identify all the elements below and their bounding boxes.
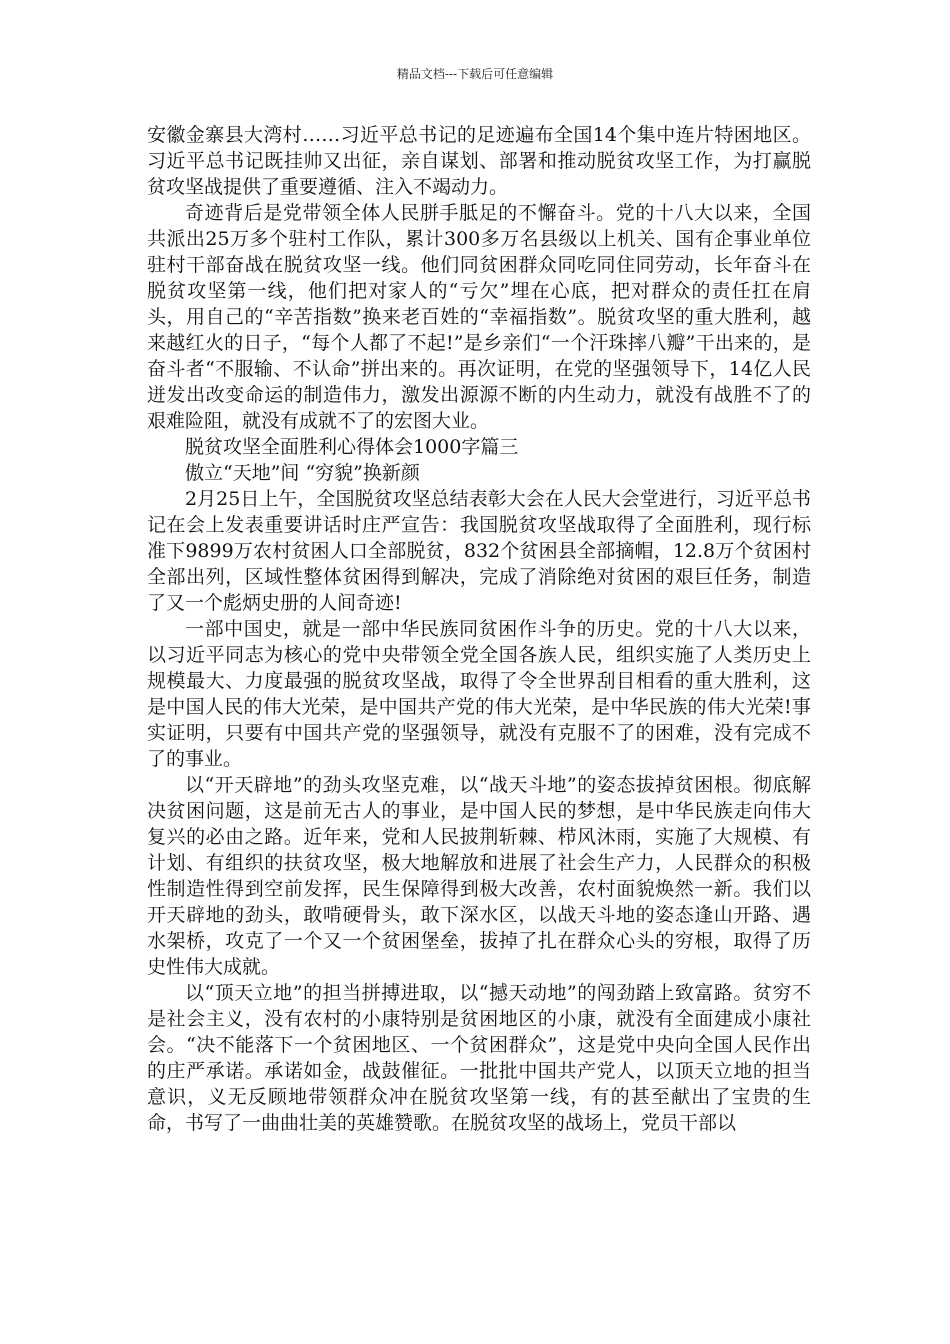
paragraph: 一部中国史，就是一部中华民族同贫困作斗争的历史。党的十八大以来，以习近平同志为核心的党中央带领全党全国各族人民，组织实施了人类历史上规模最大、力度最强的脱贫攻坚战，取得了令全世界刮目相看的重大胜利，这是中国人民的伟大光荣，是中国共产党的伟大光荣，是中华民族的伟大光荣!事实证明，只要有中国共产党的坚强领导，就没有克服不了的困难，没有完成不了的事业。 xyxy=(147,618,811,770)
document-body xyxy=(147,122,811,1136)
paragraph: 以“顶天立地”的担当拼搏进取，以“撼天动地”的闯劲踏上致富路。贫穷不是社会主义，没有农村的小康特别是贫困地区的小康，就没有全面建成小康社会。“决不能落下一个贫困地区、一个贫困群众”，这是党中央向全国人民作出的庄严承诺。承诺如金，战鼓催征。一批批中国共产党人，以顶天立地的担当意识，义无反顾地带领群众冲在脱贫攻坚第一线，有的甚至献出了宝贵的生命，书写了一曲曲壮美的英雄赞歌。在脱贫攻坚的战场上，党员干部以 xyxy=(147,982,811,1134)
paragraph: 安徽金寨县大湾村……习近平总书记的足迹遍布全国14个集中连片特困地区。习近平总书记既挂帅又出征，亲自谋划、部署和推动脱贫攻坚工作，为打赢脱贫攻坚战提供了重要遵循、注入不竭动力。 xyxy=(147,124,811,198)
section-subtitle: 傲立“天地”间 “穷貌”换新颜 xyxy=(185,462,420,484)
paragraph: 以“开天辟地”的劲头攻坚克难，以“战天斗地”的姿态拔掉贫困根。彻底解决贫困问题，这是前无古人的事业，是中国人民的梦想，是中华民族走向伟大复兴的必由之路。近年来，党和人民披荆斩棘、栉风沐雨，实施了大规模、有计划、有组织的扶贫攻坚，极大地解放和进展了社会生产力，人民群众的积极性制造性得到空前发挥，民生保障得到极大改善，农村面貌焕然一新。我们以开天辟地的劲头，敢啃硬骨头，敢下深水区，以战天斗地的姿态逢山开路、遇水架桥，攻克了一个又一个贫困堡垒，拔掉了扎在群众心头的穷根，取得了历史性伟大成就。 xyxy=(147,774,811,978)
paragraph: 奇迹背后是党带领全体人民胼手胝足的不懈奋斗。党的十八大以来，全国共派出25万多个驻村工作队，累计300多万名县级以上机关、国有企事业单位驻村干部奋战在脱贫攻坚一线。他们同贫困群众同吃同住同劳动，长年奋斗在脱贫攻坚第一线，他们把对家人的“亏欠”埋在心底，把对群众的责任扛在肩头，用自己的“辛苦指数”换来老百姓的“幸福指数”。脱贫攻坚的重大胜利，越来越红火的日子，“每个人都了不起!”是乡亲们“一个汗珠摔八瓣”干出来的，是奋斗者“不服输、不认命”拼出来的。再次证明，在党的坚强领导下，14亿人民迸发出改变命运的制造伟力，激发出源源不断的内生动力，就没有战胜不了的艰难险阻，就没有成就不了的宏图大业。 xyxy=(147,202,811,432)
paragraph: 2月25日上午，全国脱贫攻坚总结表彰大会在人民大会堂进行，习近平总书记在会上发表重要讲话时庄严宣告：我国脱贫攻坚战取得了全面胜利，现行标准下9899万农村贫困人口全部脱贫，832个贫困县全部摘帽，12.8万个贫困村全部出列，区域性整体贫困得到解决，完成了消除绝对贫困的艰巨任务，制造了又一个彪炳史册的人间奇迹! xyxy=(147,488,811,614)
section-heading: 脱贫攻坚全面胜利心得体会1000字篇三 xyxy=(185,436,519,458)
page-header: 精品文档---下载后可任意编辑 xyxy=(396,67,554,81)
